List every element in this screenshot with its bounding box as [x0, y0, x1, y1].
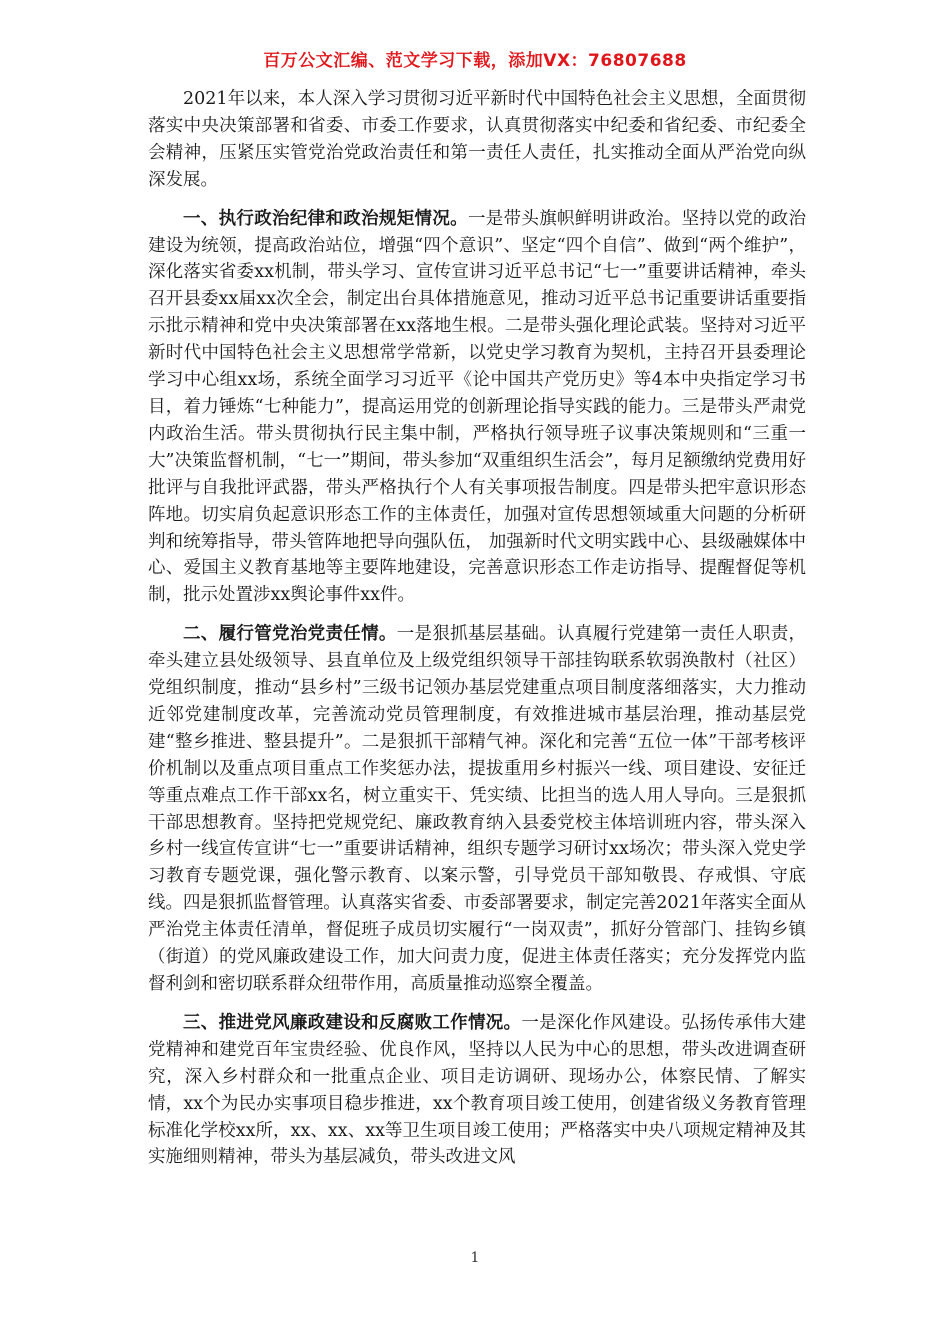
section-heading-1: 一、执行政治纪律和政治规矩情况。 — [183, 208, 468, 229]
section-body-2: 一是狠抓基层基础。认真履行党建第一责任人职责，牵头建立县处级领导、县直单位及上级党组织领导干部挂钩联系软弱涣散村（社区）党组织制度，推动“县乡村”三级书记领办基层党建重点项目制度落细落实，大力推动近邻党建制度改革，完善流动党员管理制度，有效推进城市基层治理，推动基层党建“整乡推进、整县提升”。二是狠抓干部精气神。深化和完善“五位一体”干部考核评价机制以及重点项目重点工作奖惩办法，提拔重用乡村振兴一线、项目建设、安征迁等重点难点工作干部xx名，树立重实干、凭实绩、比担当的选人用人导向。三是狠抓干部思想教育。坚持把党规党纪、廉政教育纳入县委党校主体培训班内容，带头深入乡村一线宣传宣讲“七一”重要讲话精神，组织专题学习研讨xx场次；带头深入党史学习教育专题党课，强化警示教育、以案示警，引导党员干部知敬畏、存戒惧、守底线。四是狠抓监督管理。认真落实省委、市委部署要求，制定完善2021年落实全面从严治党主体责任清单，督促班子成员切实履行“一岗双责”，抓好分管部门、挂钩乡镇（街道）的党风廉政建设工作，加大问责力度，促进主体责任落实；充分发挥党内监督利剑和密切联系群众纽带作用，高质量推动巡察全覆盖。 — [148, 624, 807, 994]
document-body — [148, 86, 806, 1183]
section-heading-3: 三、推进党风廉政建设和反腐败工作情况。 — [183, 1012, 522, 1033]
section-body-1: 一是带头旗帜鲜明讲政治。坚持以党的政治建设为统领，提高政治站位，增强“四个意识”、坚定“四个自信”、做到“两个维护”，深化落实省委xx机制，带头学习、宣传宣讲习近平总书记“七一”重要讲话精神，牵头召开县委xx届xx次全会，制定出台具体措施意见，推动习近平总书记重要讲话重要指示批示精神和党中央决策部署在xx落地生根。二是带头强化理论武装。坚持对习近平新时代中国特色社会主义思想常学常新，以党史学习教育为契机，主持召开县委理论学习中心组xx场，系统全面学习习近平《论中国共产党历史》等4本中央指定学习书目，着力锤炼“七种能力”，提高运用党的创新理论指导实践的能力。三是带头严肃党内政治生活。带头贯彻执行民主集中制，严格执行领导班子议事决策规则和“三重一大”决策监督机制，“七一”期间，带头参加“双重组织生活会”，每月足额缴纳党费用好批评与自我批评武器，带头严格执行个人有关事项报告制度。四是带头把牢意识形态阵地。切实肩负起意识形态工作的主体责任，加强对宣传思想领域重大问题的分析研判和统筹指导，带头管阵地把导向强队伍， 加强新时代文明实践中心、县级融媒体中心、爱国主义教育基地等主要阵地建设，完善意识形态工作走访指导、提醒督促等机制，批示处置涉xx舆论事件xx件。 — [148, 208, 807, 606]
header-banner: 百万公文汇编、范文学习下载，添加VX：76807688 — [263, 51, 687, 71]
section-body-3: 一是深化作风建设。弘扬传承伟大建党精神和建党百年宝贵经验、优良作风，坚持以人民为中心的思想，带头改进调查研究，深入乡村群众和一批重点企业、项目走访调研、现场办公，体察民情、了解实情，xx个为民办实事项目稳步推进，xx个教育项目竣工使用，创建省级义务教育管理标准化学校xx所，xx、xx、xx等卫生项目竣工使用；严格落实中央八项规定精神及其实施细则精神，带头为基层减负，带头改进文风 — [148, 1012, 807, 1168]
section-paragraph-1 — [148, 206, 806, 610]
section-heading-2: 二、履行管党治党责任情。 — [183, 624, 397, 645]
section-paragraph-3 — [148, 1010, 806, 1171]
section-paragraph-2 — [148, 621, 806, 998]
intro-paragraph: 2021年以来，本人深入学习贯彻习近平新时代中国特色社会主义思想，全面贯彻落实中央决策部署和省委、市委工作要求，认真贯彻落实中纪委和省纪委、市纪委全会精神，压紧压实管党治党政治责任和第一责任人责任，扎实推动全面从严治党向纵深发展。 — [148, 89, 806, 190]
page-number: 1 — [470, 1250, 480, 1266]
